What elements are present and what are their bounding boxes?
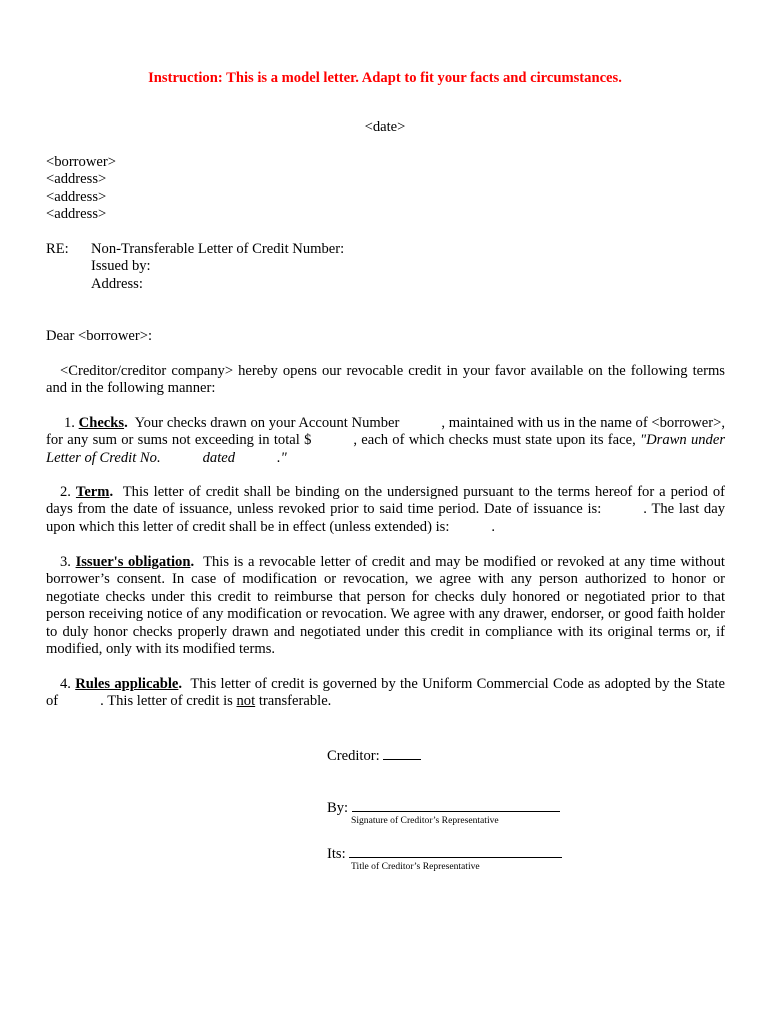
para-number: 3. bbox=[60, 554, 71, 570]
recipient-line: <address> bbox=[46, 188, 107, 205]
its-label: Its: bbox=[327, 846, 346, 862]
intro-paragraph: <Creditor/creditor company> hereby opens our revocable credit in your favor available on the following terms and in the following manner: bbox=[46, 363, 725, 397]
paragraph-term: 2. Term. This letter of credit shall be binding on the undersigned pursuant to the terms hereof for a period of days from the date of issuance, unless revoked prior to said time period. Date of issuance is: . The last day upon which this letter of credit shall be in effect (unless extended) is: . bbox=[46, 484, 726, 535]
para-text: , each of which checks must state upon its face, bbox=[353, 432, 636, 449]
signature-caption: Signature of Creditor’s Representative bbox=[351, 815, 499, 826]
recipient-line: <borrower> bbox=[46, 154, 116, 170]
para-text: "Drawn under Letter of Credit No. bbox=[46, 432, 726, 466]
paragraph-issuers-obligation: 3. Issuer's obligation. This is a revocable letter of credit and may be modified or revoked at any time without borrower’s consent. In case of modification or revocation, we agree with any person authorized to honor or negotiate checks under this credit to reimburse that person for checks duly honored or negotiated prior to that person receiving notice of any modification or revocation. We agree with any drawer, endorser, or good faith holder to duly honor checks properly drawn and negotiated under this credit in compliance with its original terms or, if modified, only with its modified terms. bbox=[46, 554, 725, 658]
para-title-rules: Rules applicable bbox=[75, 676, 179, 692]
instruction-note: Instruction: This is a model letter. Adapt to fit your facts and circumstances. bbox=[148, 70, 622, 86]
para-title-checks: Checks bbox=[78, 415, 125, 431]
para-text: . This letter of credit is bbox=[100, 693, 233, 710]
para-text: , maintained with us in the name of <borrower>, for any sum or sums not exceeding in total $ bbox=[46, 415, 725, 449]
para-title-term: Term bbox=[75, 484, 110, 500]
re-line: Issued by: bbox=[91, 258, 151, 275]
re-line: Address: bbox=[91, 275, 143, 292]
para-text: transferable. bbox=[258, 693, 332, 710]
title-blank bbox=[349, 844, 562, 858]
creditor-blank bbox=[383, 746, 421, 760]
not-emphasis: not bbox=[236, 693, 256, 710]
recipient-address-block bbox=[46, 154, 725, 224]
salutation: Dear <borrower>: bbox=[46, 328, 153, 344]
para-text: This is a revocable letter of credit and may be modified or revoked at any time without borrower’s consent. In case of modification or revocation, we agree with any person authorized to honor or negotiate checks under this credit to reimburse that person for checks duly honored or negotiated prior to that person receiving notice of any modification or revocation. We agree with any drawer, endorser, or good faith holder to duly honor checks properly drawn and negotiated under this credit in compliance with its original terms or, if modified, only with its modified terms. bbox=[46, 554, 725, 658]
creditor-line bbox=[327, 746, 421, 765]
recipient-line: <address> bbox=[46, 171, 107, 188]
recipient-line: <address> bbox=[46, 206, 107, 223]
para-number: 1. bbox=[64, 415, 75, 431]
re-line: Non-Transferable Letter of Credit Number: bbox=[91, 241, 345, 257]
re-label: RE: bbox=[46, 241, 69, 257]
para-text: This letter of credit shall be binding on the undersigned pursuant to the terms hereof for a period of days from the date of issuance, unless revoked prior to said time period. Date of issuance is: bbox=[46, 484, 725, 518]
para-number: 4. bbox=[60, 676, 71, 692]
signature-blank bbox=[352, 798, 560, 812]
by-label: By: bbox=[327, 800, 349, 816]
para-text: ." bbox=[277, 449, 287, 466]
para-text: Your checks drawn on your Account Number bbox=[134, 415, 400, 431]
para-text: dated bbox=[202, 449, 236, 466]
para-number: 2. bbox=[60, 484, 71, 500]
para-text: . bbox=[491, 518, 496, 535]
title-caption: Title of Creditor’s Representative bbox=[351, 861, 480, 872]
creditor-label: Creditor: bbox=[327, 748, 380, 764]
paragraph-rules-applicable: 4. Rules applicable. This letter of credit is governed by the Uniform Commercial Code as adopted by the State of . This letter of credit is not transferable. bbox=[46, 676, 726, 710]
re-block bbox=[46, 241, 725, 293]
para-title-obligation: Issuer's obligation bbox=[75, 554, 191, 570]
paragraph-checks: 1. Checks. Your checks drawn on your Account Number , maintained with us in the name of <borrower>, for any sum or sums not exceeding in total $ , each of which checks must state upon its face, "Drawn under Letter of Credit No. dated ." bbox=[46, 415, 726, 466]
date-placeholder: <date> bbox=[364, 119, 406, 135]
para-text: This letter of credit is governed by the Uniform Commercial Code as adopted by the State of bbox=[46, 676, 726, 710]
para-text: . The last day upon which this letter of credit shall be in effect (unless extended) is: bbox=[46, 501, 726, 535]
